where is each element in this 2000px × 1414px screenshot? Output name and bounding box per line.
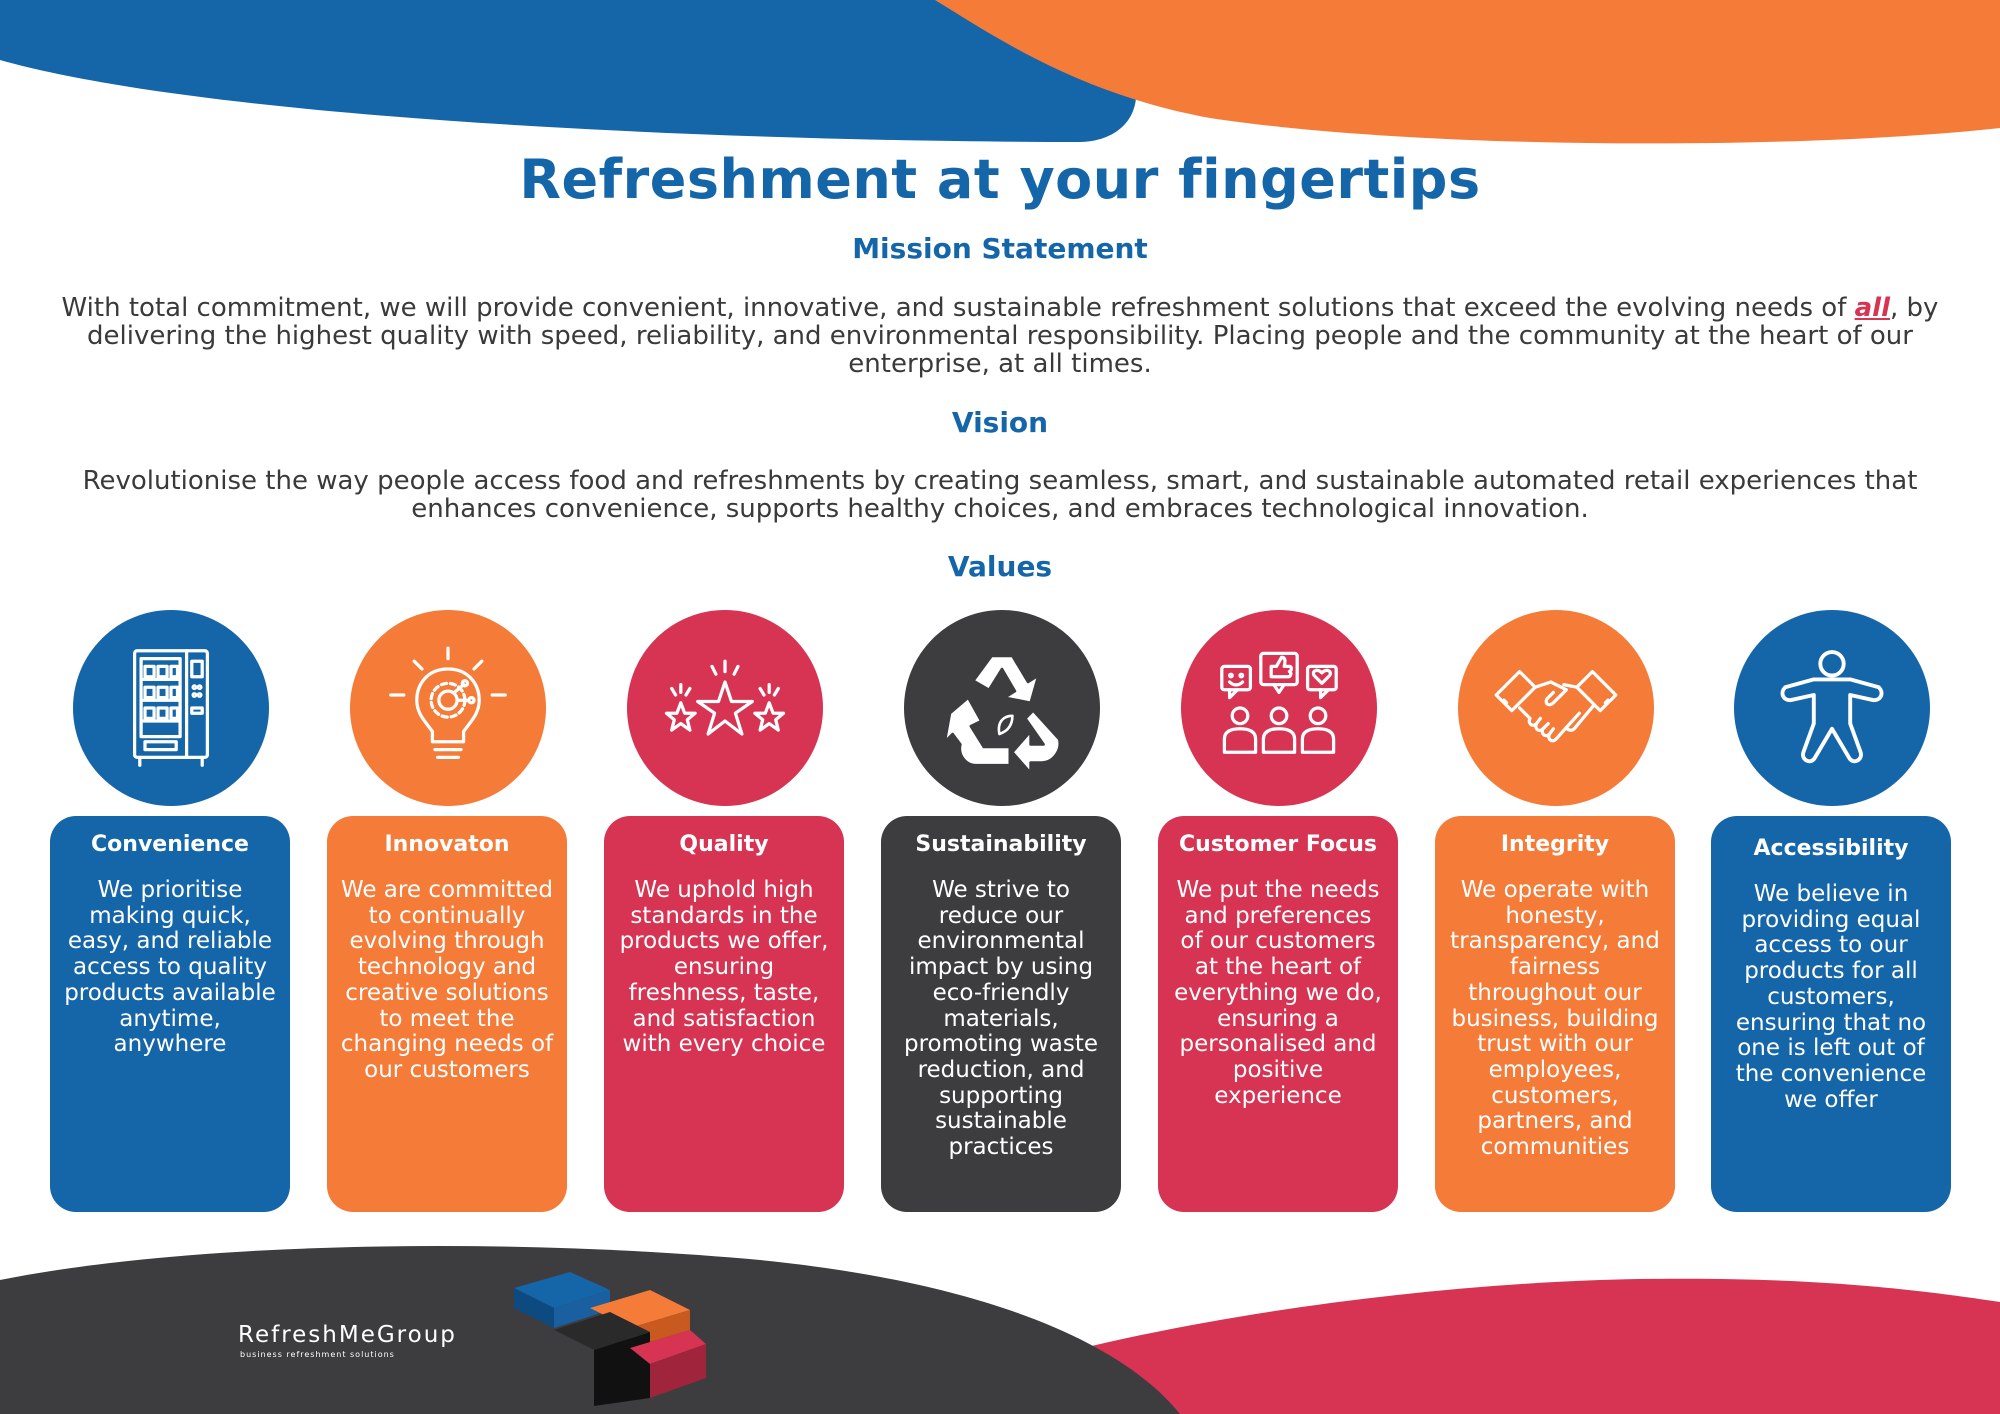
convenience-icon-circle bbox=[73, 610, 269, 806]
lightbulb-icon bbox=[383, 643, 513, 773]
quality-icon-circle bbox=[627, 610, 823, 806]
quality-card bbox=[604, 816, 844, 1212]
page-title: Refreshment at your fingertips bbox=[519, 148, 1481, 211]
mission-text bbox=[60, 294, 1940, 378]
value-description: We are committed to continually evolving through technology and creative solutions to meet the changing needs of our customers bbox=[340, 877, 554, 1083]
handshake-icon bbox=[1491, 643, 1621, 773]
logo-tagline: business refreshment solutions bbox=[240, 1350, 395, 1359]
integrity-card bbox=[1435, 816, 1675, 1212]
sustainability-card bbox=[881, 816, 1121, 1212]
value-title: Sustainability bbox=[915, 832, 1087, 857]
customer-focus-card bbox=[1158, 816, 1398, 1212]
value-description: We prioritise making quick, easy, and reliable access to quality products available anytime, anywhere bbox=[64, 877, 276, 1058]
value-description: We believe in providing equal access to our products for all customers, ensuring that no one is left out of the convenience we offer bbox=[1735, 881, 1927, 1113]
convenience-card bbox=[50, 816, 290, 1212]
value-title: Customer Focus bbox=[1179, 832, 1377, 857]
bottom-wave-decoration bbox=[0, 1220, 2000, 1414]
accessibility-icon bbox=[1767, 643, 1897, 773]
values-heading: Values bbox=[947, 550, 1053, 583]
mission-text-after: , by delivering the highest quality with speed, reliability, and environmental responsibility. Placing people and the community at the heart of our enterprise, at all times. bbox=[87, 293, 1939, 379]
customer-feedback-icon bbox=[1214, 643, 1344, 773]
integrity-icon-circle bbox=[1458, 610, 1654, 806]
recycle-icon bbox=[937, 643, 1067, 773]
puzzle-logo-icon bbox=[510, 1268, 716, 1408]
value-title: Innovaton bbox=[384, 832, 510, 857]
accessibility-icon-circle bbox=[1734, 610, 1930, 806]
stars-icon bbox=[660, 643, 790, 773]
sustainability-icon-circle bbox=[904, 610, 1100, 806]
value-title: Convenience bbox=[91, 832, 249, 857]
company-logo bbox=[238, 1322, 457, 1359]
value-title: Integrity bbox=[1500, 832, 1610, 857]
value-title: Accessibility bbox=[1753, 836, 1909, 861]
vision-text: Revolutionise the way people access food and refreshments by creating seamless, smart, and sustainable automated retail experiences that enhances convenience, supports healthy choices, and embraces technological innovation. bbox=[82, 466, 1918, 524]
value-description: We operate with honesty, transparency, and fairness throughout our business, building trust with our employees, customers, partners, and communities bbox=[1450, 877, 1660, 1161]
value-description: We strive to reduce our environmental impact by using eco-friendly materials, promoting waste reduction, and supporting sustainable practices bbox=[903, 877, 1099, 1161]
mission-highlight: all bbox=[1854, 293, 1891, 323]
vision-heading: Vision bbox=[951, 406, 1049, 439]
innovation-card bbox=[327, 816, 567, 1212]
logo-name: RefreshMeGroup bbox=[238, 1322, 457, 1348]
customer-focus-icon-circle bbox=[1181, 610, 1377, 806]
vending-machine-icon bbox=[106, 643, 236, 773]
top-wave-decoration bbox=[0, 0, 2000, 160]
value-description: We put the needs and preferences of our customers at the heart of everything we do, ensuring a personalised and positive experience bbox=[1174, 877, 1382, 1109]
mission-heading: Mission Statement bbox=[852, 232, 1148, 265]
value-title: Quality bbox=[679, 832, 769, 857]
accessibility-card bbox=[1711, 816, 1951, 1212]
mission-text-before: With total commitment, we will provide convenient, innovative, and sustainable refreshment solutions that exceed the evolving needs of bbox=[61, 293, 1855, 323]
value-description: We uphold high standards in the products we offer, ensuring freshness, taste, and satisfaction with every choice bbox=[619, 877, 829, 1058]
innovation-icon-circle bbox=[350, 610, 546, 806]
